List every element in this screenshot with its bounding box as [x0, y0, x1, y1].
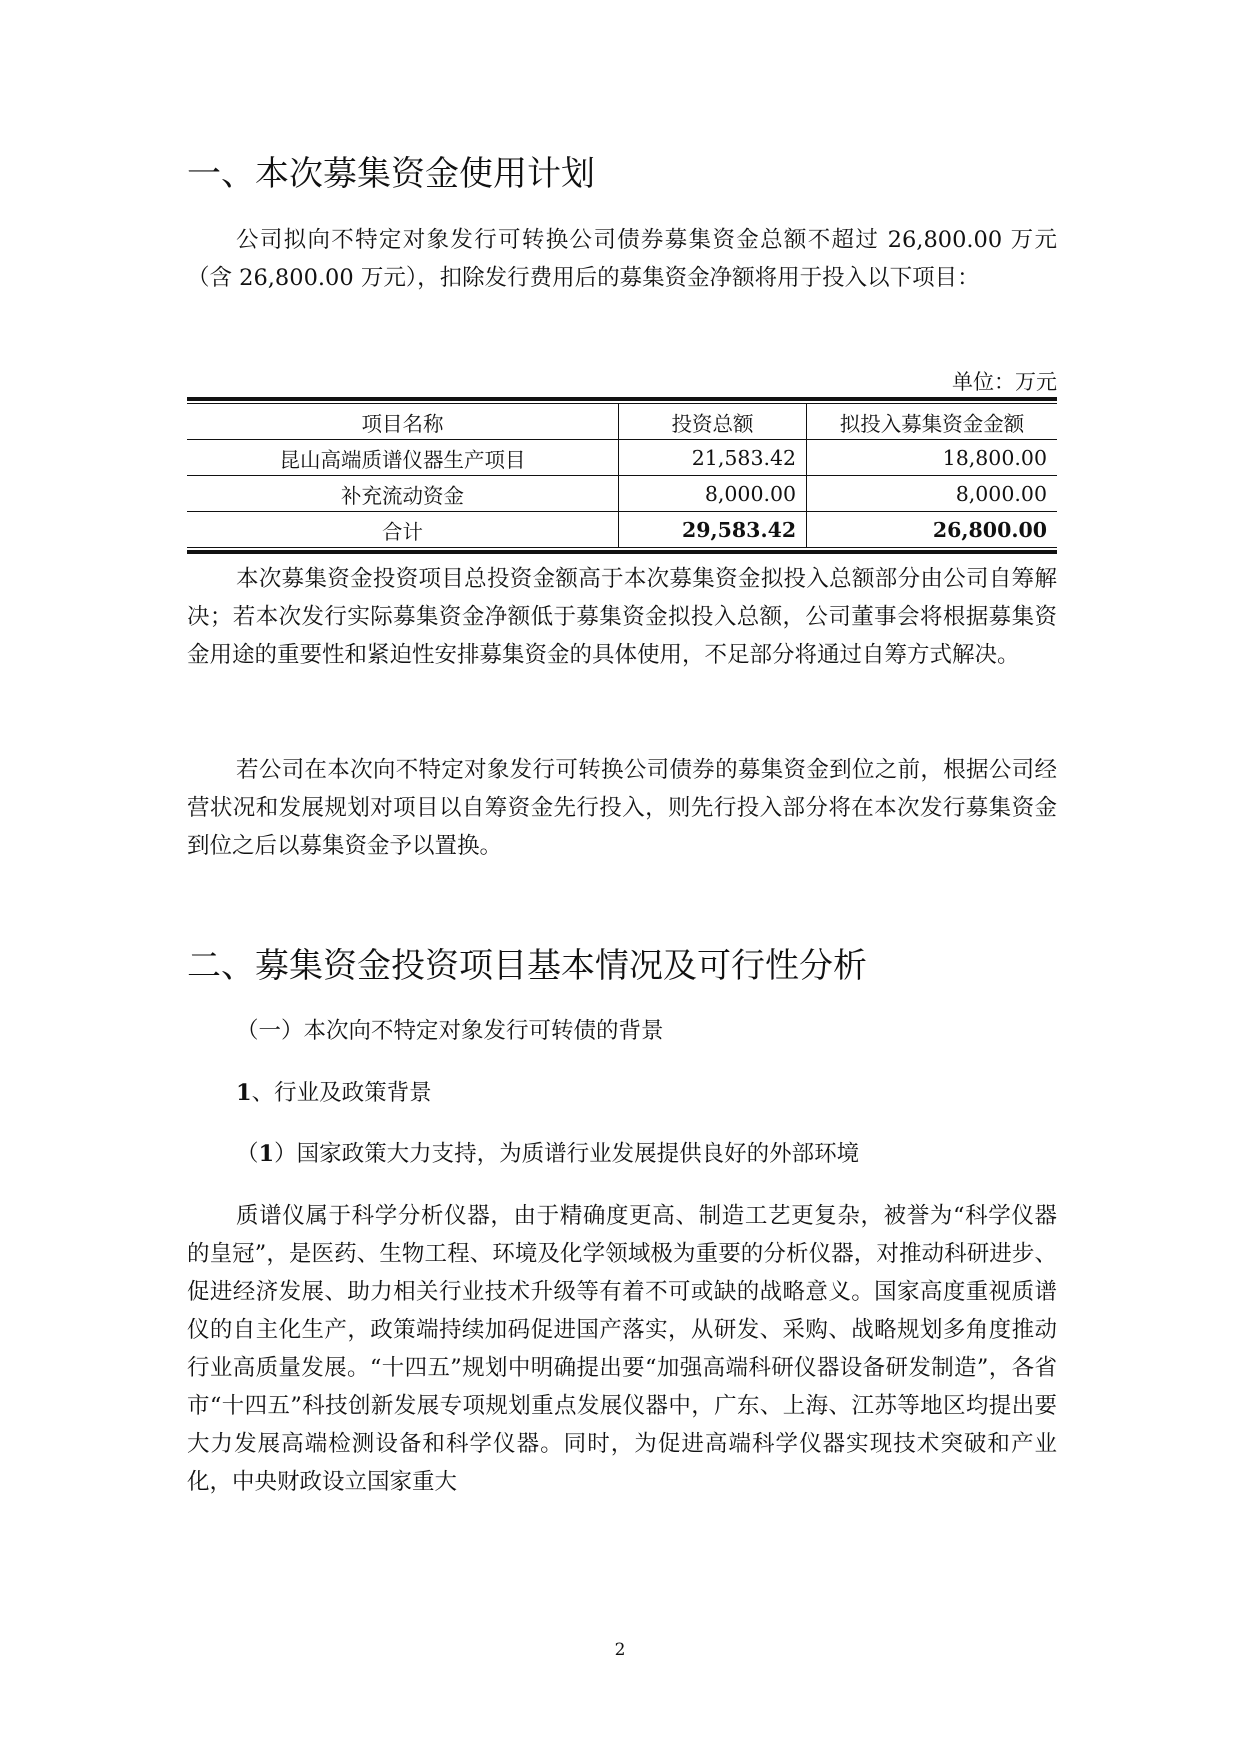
header-planned-funds: 拟投入募集资金金额 [807, 404, 1057, 440]
section2-paragraph-1: 质谱仪属于科学分析仪器，由于精确度更高、制造工艺更复杂，被誉为“科学仪器的皇冠”，是医药、生物工程、环境及化学领域极为重要的分析仪器，对推动科研进步、促进经济发展、助力相关行业技术升级等有着不可或缺的战略意义。国家高度重视质谱仪的自主化生产，政策端持续加码促进国产落实，从研发、采购、战略规划多角度推动行业高质量发展。“十四五”规划中明确提出要“加强高端科研仪器设备研发制造”，各省市“十四五”科技创新发展专项规划重点发展仪器中，广东、上海、江苏等地区均提出要大力发展高端检测设备和科学仪器。同时，为促进高端科学仪器实现技术突破和产业化，中央财政设立国家重大 [187, 1203, 1057, 1495]
row1-total-investment: 21,583.42 [618, 440, 806, 476]
header-project-name: 项目名称 [361, 411, 444, 436]
section1-heading: 一、本次募集资金使用计划 [187, 154, 595, 194]
subheading-industry-policy-text: 、行业及政策背景 [251, 1080, 432, 1106]
subheading-industry-policy-number: 1 [236, 1080, 252, 1106]
total-investment: 29,583.42 [618, 512, 806, 548]
fund-usage-table [187, 397, 1057, 554]
row2-planned-funds: 8,000.00 [807, 476, 1057, 512]
row2-total-investment: 8,000.00 [618, 476, 806, 512]
row2-project-name: 补充流动资金 [187, 476, 618, 512]
table-row [187, 440, 1057, 476]
table-unit: 单位：万元 [952, 370, 1057, 394]
total-label: 合计 [187, 512, 618, 548]
total-planned-funds: 26,800.00 [807, 512, 1057, 548]
subheading-background: （一）本次向不特定对象发行可转债的背景 [236, 1018, 664, 1044]
section2-heading: 二、募集资金投资项目基本情况及可行性分析 [187, 946, 867, 986]
subheading-policy-support-open: （ [236, 1141, 259, 1167]
table-header-row [187, 404, 1057, 440]
subheading-policy-support-text: ）国家政策大力支持，为质谱行业发展提供良好的外部环境 [274, 1141, 860, 1167]
subheading-industry-policy [236, 1074, 432, 1112]
subheading-policy-support-number: 1 [258, 1141, 275, 1167]
row1-planned-funds: 18,800.00 [807, 440, 1057, 476]
section1-intro: 公司拟向不特定对象发行可转换公司债券募集资金总额不超过 26,800.00 万元（含 26,800.00 万元），扣除发行费用后的募集资金净额将用于投入以下项目： [187, 227, 1057, 291]
row1-project-name: 昆山高端质谱仪器生产项目 [187, 440, 618, 476]
subheading-policy-support [236, 1135, 859, 1173]
table-total-row [187, 512, 1057, 548]
page-number: 2 [614, 1640, 626, 1660]
section1-paragraph-3: 若公司在本次向不特定对象发行可转换公司债券的募集资金到位之前，根据公司经营状况和发展规划对项目以自筹资金先行投入，则先行投入部分将在本次发行募集资金到位之后以募集资金予以置换。 [187, 757, 1057, 859]
header-total-investment: 投资总额 [618, 404, 806, 440]
section1-paragraph-2: 本次募集资金投资项目总投资金额高于本次募集资金拟投入总额部分由公司自筹解决；若本次发行实际募集资金净额低于募集资金拟投入总额，公司董事会将根据募集资金用途的重要性和紧迫性安排募集资金的具体使用，不足部分将通过自筹方式解决。 [187, 566, 1057, 668]
table-row [187, 476, 1057, 512]
